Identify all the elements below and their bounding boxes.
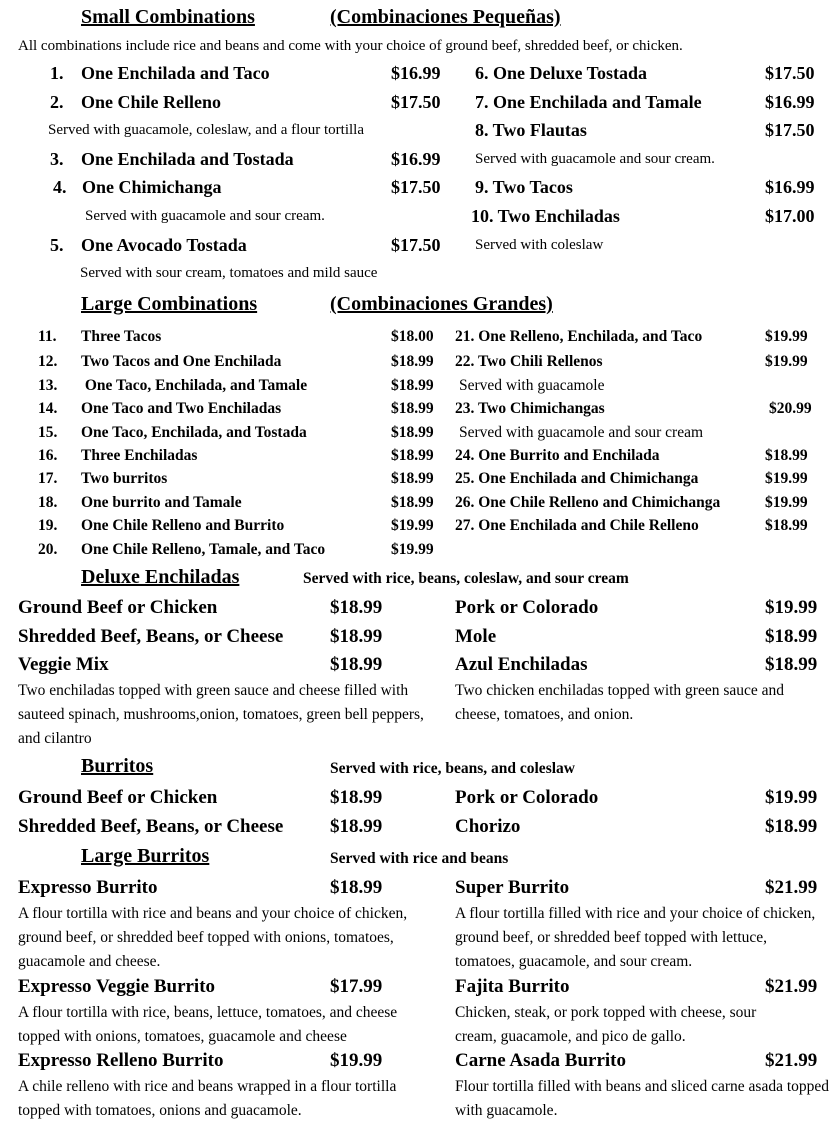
menu-item-price: $19.99 (765, 353, 808, 370)
menu-item-name: Fajita Burrito (455, 976, 570, 997)
menu-item-name: Pork or Colorado (455, 597, 599, 618)
large-combinations-heading: Large Combinations (81, 293, 258, 315)
menu-item-name: Pork or Colorado (455, 787, 599, 808)
menu-item-name: 22. Two Chili Rellenos (455, 353, 603, 370)
menu-item-name: One Taco and Two Enchiladas (81, 400, 282, 417)
menu-item-name: Two Tacos and One Enchilada (81, 353, 282, 370)
menu-item-description: Served with guacamole and sour cream. (85, 208, 325, 224)
menu-item-price: $18.99 (765, 654, 818, 675)
burritos-heading: Burritos (81, 755, 154, 777)
menu-item-name: 27. One Enchilada and Chile Relleno (455, 517, 699, 534)
small-combinations-heading: Small Combinations (81, 6, 255, 28)
menu-item-name: 26. One Chile Relleno and Chimichanga (455, 494, 721, 511)
menu-item-price: $19.99 (391, 541, 434, 558)
menu-item-price: $18.99 (330, 654, 383, 675)
menu-item-price: $18.99 (391, 377, 434, 394)
menu-item-price: $18.99 (391, 470, 434, 487)
menu-item-price: $18.99 (391, 447, 434, 464)
menu-item-name: 8. Two Flautas (475, 120, 587, 140)
menu-item-price: $21.99 (765, 877, 818, 898)
menu-item-name: 24. One Burrito and Enchilada (455, 447, 660, 464)
menu-item-name: One Chimichanga (82, 177, 222, 197)
menu-item-description: Two chicken enchiladas topped with green sauce and cheese, tomatoes, and onion. (455, 682, 785, 723)
menu-item-description: Flour tortilla filled with beans and sliced carne asada topped with guacamole. (455, 1078, 830, 1119)
menu-item-price: $17.50 (391, 92, 441, 112)
menu-item-price: $18.99 (391, 400, 434, 417)
menu-item-price: $18.99 (330, 626, 383, 647)
menu-item-price: $17.00 (765, 206, 815, 226)
large-burritos-heading: Large Burritos (81, 845, 210, 867)
item-number: 2. (50, 92, 64, 112)
item-number: 5. (50, 235, 64, 255)
menu-item-name: 10. Two Enchiladas (471, 206, 620, 226)
menu-item-description: Served with guacamole and sour cream (459, 424, 704, 441)
item-number: 3. (50, 149, 64, 169)
menu-item-description: Served with coleslaw (475, 237, 604, 253)
menu-item-price: $18.99 (765, 517, 808, 534)
menu-item-name: 9. Two Tacos (475, 177, 573, 197)
menu-item-name: Carne Asada Burrito (455, 1050, 626, 1071)
menu-item-price: $18.99 (330, 597, 383, 618)
menu-item-description: A chile relleno with rice and beans wrapped in a flour tortilla topped with tomatoes, onions and guacamole. (18, 1078, 397, 1119)
menu-item-name: Shredded Beef, Beans, or Cheese (18, 816, 284, 837)
menu-item-price: $16.99 (391, 149, 441, 169)
menu-item-description: A flour tortilla with rice and beans and your choice of chicken, ground beef, or shredded beef topped with onions, tomatoes, guacamole and cheese. (18, 905, 408, 970)
item-number: 20. (38, 541, 58, 558)
menu-item-price: $16.99 (391, 63, 441, 83)
menu-item-name: One Chile Relleno, Tamale, and Taco (81, 541, 326, 558)
menu-item-price: $17.50 (391, 177, 441, 197)
menu-item-price: $19.99 (765, 328, 808, 345)
menu-item-name: 23. Two Chimichangas (455, 400, 605, 417)
menu-item-name: 6. One Deluxe Tostada (475, 63, 648, 83)
menu-item-name: One Taco, Enchilada, and Tostada (81, 424, 307, 441)
menu-item-price: $18.00 (391, 328, 434, 345)
menu-item-price: $17.99 (330, 976, 383, 997)
menu-item-price: $18.99 (391, 494, 434, 511)
menu-item-name: Shredded Beef, Beans, or Cheese (18, 626, 284, 647)
item-number: 12. (38, 353, 58, 370)
menu-item-price: $17.50 (765, 120, 815, 140)
menu-item-name: 21. One Relleno, Enchilada, and Taco (455, 328, 703, 345)
menu-item-price: $17.50 (765, 63, 815, 83)
menu-item-name: Super Burrito (455, 877, 570, 898)
section-subtitle: Served with rice, beans, and coleslaw (330, 760, 575, 777)
menu-item-name: Expresso Relleno Burrito (18, 1050, 224, 1071)
menu-item-name: Ground Beef or Chicken (18, 597, 218, 618)
menu-item-price: $18.99 (765, 816, 818, 837)
menu-item-description: A flour tortilla with rice, beans, lettuce, tomatoes, and cheese topped with onions, tomatoes, guacamole and cheese (18, 1004, 398, 1045)
menu-item-price: $18.99 (330, 877, 383, 898)
menu-item-price: $18.99 (765, 447, 808, 464)
menu-item-price: $20.99 (769, 400, 812, 417)
item-number: 13. (38, 377, 58, 394)
menu-item-name: One Chile Relleno and Burrito (81, 517, 285, 534)
menu-item-price: $19.99 (391, 517, 434, 534)
item-number: 16. (38, 447, 58, 464)
menu-item-price: $16.99 (765, 177, 815, 197)
menu-item-price: $17.50 (391, 235, 441, 255)
menu-item-price: $18.99 (330, 816, 383, 837)
menu-item-name: Expresso Burrito (18, 877, 158, 898)
menu-item-name: Ground Beef or Chicken (18, 787, 218, 808)
item-number: 15. (38, 424, 58, 441)
menu-item-name: One burrito and Tamale (81, 494, 242, 511)
menu-item-name: One Avocado Tostada (81, 235, 247, 255)
item-number: 19. (38, 517, 58, 534)
menu-item-name: Azul Enchiladas (455, 654, 588, 675)
section-subtitle: Served with rice and beans (330, 850, 509, 867)
menu-item-name: One Enchilada and Tostada (81, 149, 294, 169)
menu-item-price: $19.99 (765, 470, 808, 487)
item-number: 4. (53, 177, 67, 197)
small-combinations-heading-es: (Combinaciones Pequeñas) (330, 6, 561, 28)
menu-item-name: Chorizo (455, 816, 521, 837)
combinations-intro: All combinations include rice and beans and come with your choice of ground beef, shredded beef, or chicken. (18, 38, 683, 54)
item-number: 18. (38, 494, 58, 511)
menu-item-price: $21.99 (765, 1050, 818, 1071)
section-subtitle: Served with rice, beans, coleslaw, and sour cream (303, 570, 629, 587)
menu-item-name: One Taco, Enchilada, and Tamale (81, 377, 308, 394)
menu-item-price: $18.99 (330, 787, 383, 808)
menu-item-name: Three Tacos (81, 328, 162, 345)
item-number: 14. (38, 400, 58, 417)
menu-item-description: Served with sour cream, tomatoes and mild sauce (80, 265, 378, 281)
large-combinations-heading-es: (Combinaciones Grandes) (330, 293, 553, 315)
item-number: 1. (50, 63, 64, 83)
menu-item-description: Two enchiladas topped with green sauce and cheese filled with sauteed spinach, mushrooms,onion, tomatoes, green bell peppers, and cilantro (18, 682, 424, 747)
menu-item-description: Chicken, steak, or pork topped with cheese, sour cream, guacamole, and pico de gallo. (455, 1004, 757, 1045)
menu-item-description: A flour tortilla filled with rice and your choice of chicken, ground beef, or shredded beef topped with lettuce, tomatoes, guacamole, and sour cream. (455, 905, 816, 970)
menu-item-name: 25. One Enchilada and Chimichanga (455, 470, 699, 487)
menu-item-price: $18.99 (391, 353, 434, 370)
item-number: 11. (38, 328, 57, 345)
menu-item-price: $19.99 (765, 787, 818, 808)
menu-item-name: Expresso Veggie Burrito (18, 976, 216, 997)
menu-item-price: $19.99 (330, 1050, 383, 1071)
menu-item-name: Two burritos (81, 470, 168, 487)
menu-item-price: $21.99 (765, 976, 818, 997)
menu-item-name: One Chile Relleno (81, 92, 221, 112)
menu-item-description: Served with guacamole and sour cream. (475, 151, 715, 167)
menu-item-price: $16.99 (765, 92, 815, 112)
menu-item-price: $19.99 (765, 494, 808, 511)
item-number: 17. (38, 470, 58, 487)
deluxe-enchiladas-heading: Deluxe Enchiladas (81, 566, 240, 588)
menu-item-description: Served with guacamole (459, 377, 605, 394)
menu-item-price: $19.99 (765, 597, 818, 618)
menu-item-description: Served with guacamole, coleslaw, and a flour tortilla (48, 122, 365, 138)
menu-item-name: One Enchilada and Taco (81, 63, 270, 83)
menu-item-price: $18.99 (391, 424, 434, 441)
menu-item-name: Veggie Mix (18, 654, 109, 675)
menu-item-name: 7. One Enchilada and Tamale (475, 92, 702, 112)
menu-item-name: Mole (455, 626, 497, 647)
menu-item-name: Three Enchiladas (81, 447, 198, 464)
menu-item-price: $18.99 (765, 626, 818, 647)
